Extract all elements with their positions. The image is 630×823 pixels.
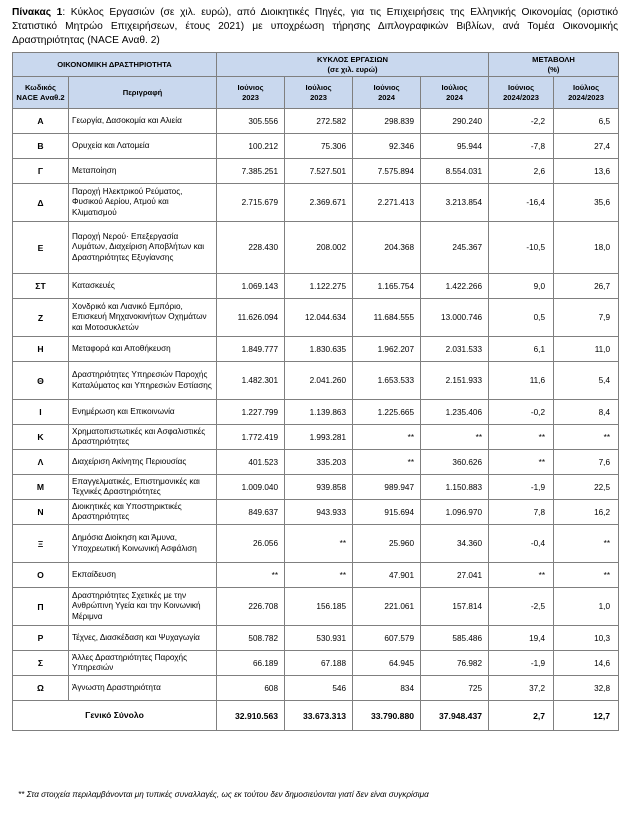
turnover-value: 27.041 [421,563,489,588]
turnover-value: 1.849.777 [217,337,285,362]
nace-code: Β [13,134,69,159]
change-value: 11,6 [489,362,554,400]
total-turnover-value: 33.790.880 [353,701,421,731]
nace-code: Σ [13,651,69,676]
change-value: 16,2 [554,500,619,525]
turnover-value: 12.044.634 [285,299,353,337]
header-period-year: 2024 [378,92,395,102]
header-period-year: 2024 [446,92,463,102]
turnover-value: 530.931 [285,626,353,651]
change-value: 0,5 [489,299,554,337]
turnover-value: 1.122.275 [285,274,353,299]
activity-description: Παροχή Ηλεκτρικού Ρεύματος, Φυσικού Αερίου, Ατμού και Κλιματισμού [69,184,217,222]
nace-code: Γ [13,159,69,184]
turnover-value: 1.830.635 [285,337,353,362]
turnover-value: 608 [217,676,285,701]
turnover-value: 100.212 [217,134,285,159]
turnover-value: 25.960 [353,525,421,563]
change-value: 13,6 [554,159,619,184]
table-row [13,400,619,425]
turnover-value: 1.993.281 [285,425,353,450]
change-value: 32,8 [554,676,619,701]
table-row [13,299,619,337]
turnover-value: ** [285,525,353,563]
turnover-value: ** [217,563,285,588]
total-change-value: 12,7 [554,701,619,731]
turnover-value: 1.772.419 [217,425,285,450]
nace-code: Ι [13,400,69,425]
activity-description: Ενημέρωση και Επικοινωνία [69,400,217,425]
turnover-value: 11.626.094 [217,299,285,337]
nace-code: Μ [13,475,69,500]
change-value: 18,0 [554,222,619,274]
activity-description: Γεωργία, Δασοκομία και Αλιεία [69,109,217,134]
header-change [489,53,619,77]
table-row [13,184,619,222]
change-value: 7,9 [554,299,619,337]
turnover-value: 1.227.799 [217,400,285,425]
turnover-value: 204.368 [353,222,421,274]
turnover-value: 1.422.266 [421,274,489,299]
total-turnover-value: 33.673.313 [285,701,353,731]
turnover-value: 2.271.413 [353,184,421,222]
header-period [285,77,353,109]
change-value: 6,5 [554,109,619,134]
activity-description: Παροχή Νερού· Επεξεργασία Λυμάτων, Διαχείριση Αποβλήτων και Δραστηριότητες Εξυγίανσης [69,222,217,274]
turnover-value: 546 [285,676,353,701]
turnover-value: 95.944 [421,134,489,159]
header-period-year: 2023 [310,92,327,102]
change-value: -7,8 [489,134,554,159]
change-value: 14,6 [554,651,619,676]
activity-description: Εκπαίδευση [69,563,217,588]
turnover-value: 221.061 [353,588,421,626]
change-value: 37,2 [489,676,554,701]
nace-code: Θ [13,362,69,400]
change-value: ** [554,563,619,588]
turnover-value: 939.858 [285,475,353,500]
turnover-value: 1.139.863 [285,400,353,425]
change-value: -0,4 [489,525,554,563]
header-change-title: ΜΕΤΑΒΟΛΗ [532,54,575,64]
table-row [13,676,619,701]
change-value: -10,5 [489,222,554,274]
nace-code: Δ [13,184,69,222]
change-value: ** [554,525,619,563]
activity-description: Δημόσια Διοίκηση και Άμυνα, Υποχρεωτική Κοινωνική Ασφάλιση [69,525,217,563]
total-change-value: 2,7 [489,701,554,731]
turnover-value: 725 [421,676,489,701]
turnover-value: 11.684.555 [353,299,421,337]
header-period-month: Ιούλιος [305,82,332,92]
turnover-value: 157.814 [421,588,489,626]
turnover-value: 66.189 [217,651,285,676]
turnover-value: 2.715.679 [217,184,285,222]
turnover-value: 156.185 [285,588,353,626]
header-period [421,77,489,109]
change-value: 5,4 [554,362,619,400]
turnover-value: 226.708 [217,588,285,626]
header-period-month: Ιούλιος [572,82,600,92]
header-period-year: 2023 [242,92,259,102]
turnover-value: 208.002 [285,222,353,274]
change-value: 6,1 [489,337,554,362]
nace-code: Ρ [13,626,69,651]
turnover-value: 92.346 [353,134,421,159]
table-caption [12,6,618,48]
turnover-value: 1.165.754 [353,274,421,299]
footnote: ** Στα στοιχεία περιλαμβάνονται μη τυπικές συναλλαγές, ως εκ τούτου δεν δημοσιεύονται γιατί δεν είναι συγκρίσιμα [18,790,429,799]
header-activity: ΟΙΚΟΝΟΜΙΚΗ ΔΡΑΣΤΗΡΙΟΤΗΤΑ [13,53,217,77]
turnover-value: ** [421,425,489,450]
table-row [13,563,619,588]
turnover-value: 76.982 [421,651,489,676]
header-turnover-title: ΚΥΚΛΟΣ ΕΡΓΑΣΙΩΝ [316,54,389,64]
table-row [13,626,619,651]
activity-description: Δραστηριότητες Σχετικές με την Ανθρώπινη Υγεία και την Κοινωνική Μέριμνα [69,588,217,626]
nace-code: Ξ [13,525,69,563]
header-period-month: Ιούνιος [507,82,535,92]
activity-description: Μεταποίηση [69,159,217,184]
change-value: 2,6 [489,159,554,184]
nace-code: Κ [13,425,69,450]
nace-code: ΣΤ [13,274,69,299]
change-value: 26,7 [554,274,619,299]
table-row [13,651,619,676]
turnover-value: 849.637 [217,500,285,525]
turnover-value: 1.009.040 [217,475,285,500]
turnover-value: 290.240 [421,109,489,134]
turnover-value: 1.482.301 [217,362,285,400]
nace-code: Π [13,588,69,626]
nace-code: Ζ [13,299,69,337]
change-value: -1,9 [489,651,554,676]
table-row [13,588,619,626]
activity-description: Μεταφορά και Αποθήκευση [69,337,217,362]
turnover-value: 245.367 [421,222,489,274]
turnover-value: 298.839 [353,109,421,134]
turnover-table [12,52,619,731]
turnover-value: 7.575.894 [353,159,421,184]
nace-code: Ο [13,563,69,588]
turnover-value: 305.556 [217,109,285,134]
header-description: Περιγραφή [69,77,217,109]
turnover-value: 2.031.533 [421,337,489,362]
change-value: -2,2 [489,109,554,134]
header-period-month: Ιούλιος [441,82,468,92]
turnover-value: 13.000.746 [421,299,489,337]
activity-description: Διαχείριση Ακίνητης Περιουσίας [69,450,217,475]
turnover-value: 360.626 [421,450,489,475]
activity-description: Χονδρικό και Λιανικό Εμπόριο, Επισκευή Μηχανοκινήτων Οχημάτων και Μοτοσυκλετών [69,299,217,337]
table-row [13,525,619,563]
nace-code: Λ [13,450,69,475]
activity-description: Δραστηριότητες Υπηρεσιών Παροχής Καταλύματος και Υπηρεσιών Εστίασης [69,362,217,400]
table-row [13,337,619,362]
turnover-value: 585.486 [421,626,489,651]
header-period [489,77,554,109]
nace-code: Α [13,109,69,134]
turnover-value: 1.235.406 [421,400,489,425]
change-value: 7,8 [489,500,554,525]
turnover-value: 7.385.251 [217,159,285,184]
change-value: -1,9 [489,475,554,500]
total-label: Γενικό Σύνολο [13,701,217,731]
turnover-value: 834 [353,676,421,701]
header-period-year: 2024/2023 [503,92,539,102]
turnover-value: 943.933 [285,500,353,525]
nace-code: Ε [13,222,69,274]
turnover-value: 401.523 [217,450,285,475]
change-value: ** [489,563,554,588]
table-row [13,425,619,450]
turnover-value: 47.901 [353,563,421,588]
turnover-value: 75.306 [285,134,353,159]
change-value: ** [489,425,554,450]
total-turnover-value: 32.910.563 [217,701,285,731]
change-value: 8,4 [554,400,619,425]
table-row [13,109,619,134]
change-value: -2,5 [489,588,554,626]
header-period-year: 2024/2023 [568,92,604,102]
turnover-value: 3.213.854 [421,184,489,222]
change-value: -16,4 [489,184,554,222]
change-value: 9,0 [489,274,554,299]
table-row [13,450,619,475]
change-value: 35,6 [554,184,619,222]
nace-code: Ω [13,676,69,701]
activity-description: Χρηματοπιστωτικές και Ασφαλιστικές Δραστηριότητες [69,425,217,450]
nace-code: Ν [13,500,69,525]
change-value: ** [489,450,554,475]
turnover-value: 1.653.533 [353,362,421,400]
total-row [13,701,619,731]
turnover-value: ** [285,563,353,588]
turnover-value: 7.527.501 [285,159,353,184]
header-period-month: Ιούνιος [237,82,264,92]
activity-description: Ορυχεία και Λατομεία [69,134,217,159]
turnover-value: 1.962.207 [353,337,421,362]
change-value: 10,3 [554,626,619,651]
turnover-value: 228.430 [217,222,285,274]
caption-text: : Κύκλος Εργασιών (σε χιλ. ευρώ), από Διοικητικές Πηγές, για τις Επιχειρήσεις της Ελληνικής Οικονομίας (οριστικό Στατιστικό Μητρώο Επιχειρήσεων, έτους 2021) με υποχρέωση τήρησης Διπλογραφικών Βιβλίων, ανά Τομέα Οικονομικής Δραστηριότητας (NACE Αναθ. 2) [12,7,618,46]
turnover-value: 26.056 [217,525,285,563]
turnover-value: 1.096.970 [421,500,489,525]
activity-description: Επαγγελματικές, Επιστημονικές και Τεχνικές Δραστηριότητες [69,475,217,500]
turnover-value: 1.069.143 [217,274,285,299]
turnover-value: 64.945 [353,651,421,676]
activity-description: Άλλες Δραστηριότητες Παροχής Υπηρεσιών [69,651,217,676]
turnover-value: 508.782 [217,626,285,651]
turnover-value: 272.582 [285,109,353,134]
activity-description: Άγνωστη Δραστηριότητα [69,676,217,701]
table-row [13,159,619,184]
turnover-value: 8.554.031 [421,159,489,184]
table-row [13,500,619,525]
turnover-value: 607.579 [353,626,421,651]
table-row [13,362,619,400]
nace-code: Η [13,337,69,362]
turnover-value: ** [353,425,421,450]
turnover-value: 915.694 [353,500,421,525]
header-code: Κωδικός NACE Αναθ.2 [13,77,69,109]
caption-label: Πίνακας 1 [12,7,63,18]
table-row [13,274,619,299]
change-value: ** [554,425,619,450]
activity-description: Διοικητικές και Υποστηρικτικές Δραστηριότητες [69,500,217,525]
header-change-unit: (%) [547,64,560,74]
activity-description: Κατασκευές [69,274,217,299]
header-period-month: Ιούνιος [373,82,400,92]
activity-description: Τέχνες, Διασκέδαση και Ψυχαγωγία [69,626,217,651]
header-turnover [217,53,489,77]
change-value: 11,0 [554,337,619,362]
change-value: 27,4 [554,134,619,159]
turnover-value: 34.360 [421,525,489,563]
turnover-value: 67.188 [285,651,353,676]
header-period [217,77,285,109]
change-value: 19,4 [489,626,554,651]
turnover-value: 335.203 [285,450,353,475]
table-row [13,134,619,159]
turnover-value: 2.369.671 [285,184,353,222]
turnover-value: 1.225.665 [353,400,421,425]
turnover-value: ** [353,450,421,475]
change-value: 7,6 [554,450,619,475]
turnover-value: 2.151.933 [421,362,489,400]
table-row [13,222,619,274]
total-turnover-value: 37.948.437 [421,701,489,731]
turnover-value: 2.041.260 [285,362,353,400]
header-period [353,77,421,109]
turnover-value: 1.150.883 [421,475,489,500]
turnover-value: 989.947 [353,475,421,500]
change-value: -0,2 [489,400,554,425]
change-value: 22,5 [554,475,619,500]
table-row [13,475,619,500]
header-period [554,77,619,109]
change-value: 1,0 [554,588,619,626]
header-turnover-unit: (σε χιλ. ευρώ) [327,64,378,74]
